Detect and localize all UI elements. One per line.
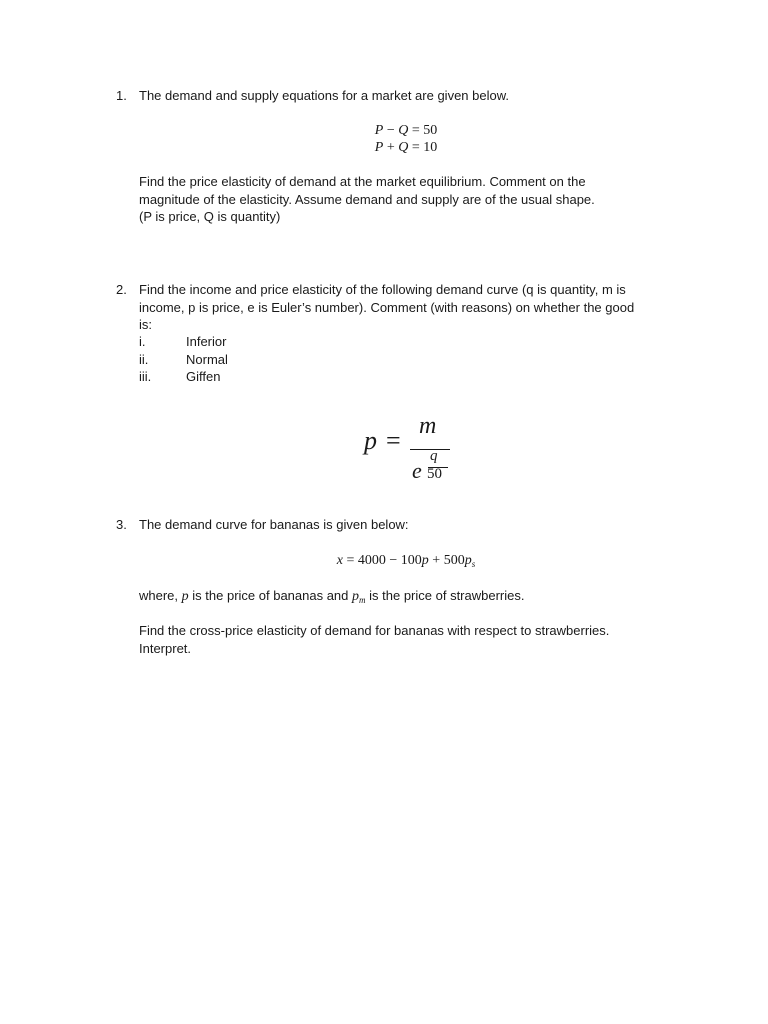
q1-line: Find the price elasticity of demand at the market equilibrium. Comment on the [139,174,586,189]
q1-eq1-op: − [386,123,395,138]
q1-eq2-rhs: = 10 [411,140,438,155]
formula-lhs: p [364,426,377,455]
q2-line: Find the income and price elasticity of the following demand curve (q is quantity, m is [139,282,626,297]
where-p: p [181,589,189,604]
q1-line: (P is price, Q is quantity) [139,209,281,224]
where-mid: is the price of bananas and [192,588,349,603]
where-pm-var: p [352,589,360,604]
q1-eq2-op: + [386,140,395,155]
q2-option-inferior [139,333,226,351]
q1-eq1-p: P [374,123,384,138]
where-pm [352,589,366,604]
eq-sub-s: s [471,559,476,569]
where-pm-sub: m [359,595,366,605]
q1-equation-supply [0,139,768,157]
q1-line: magnitude of the elasticity. Assume demand and supply are of the usual shape. [139,191,595,207]
q2-demand-formula [362,413,462,488]
option-label: Giffen [186,369,221,384]
option-label: Inferior [186,334,227,349]
question-3-text [139,622,667,657]
question-1-number: 1. [116,88,127,103]
option-numeral: i. [139,334,146,349]
question-1-text [139,173,667,226]
q2-line: is: [139,317,152,332]
formula-equals: = [386,426,401,455]
option-numeral: ii. [139,352,149,367]
q1-equation-demand [0,122,768,140]
q1-eq2-q: Q [398,140,409,155]
option-label: Normal [186,352,228,367]
exponent-numerator: q [430,448,438,464]
formula-numerator: m [419,413,437,439]
exponent-denominator: 50 [427,466,442,482]
eq-var-x: x [336,553,343,568]
eq-var-ps: p [464,553,472,568]
q2-option-giffen [139,368,220,386]
q3-where-line [139,587,667,606]
question-1-intro: The demand and supply equations for a market are given below. [139,88,510,103]
q3-demand-equation [0,552,768,570]
question-2-number: 2. [116,282,127,297]
question-2-text [139,281,667,334]
eq-part: = 4000 − 100 [346,553,422,568]
q2-line: income, p is price, e is Euler’s number). Comment (with reasons) on whether the good [139,299,635,315]
option-numeral: iii. [139,369,152,384]
q1-eq1-rhs: = 50 [411,123,438,138]
where-prefix: where, [139,588,179,603]
q3-line: Find the cross-price elasticity of demand for bananas with respect to strawberries. [139,623,610,638]
q3-line: Interpret. [139,640,192,656]
where-suffix: is the price of strawberries. [369,588,525,603]
eq-var-p: p [421,553,429,568]
q2-option-normal [139,351,228,369]
formula-base: e [412,458,422,483]
eq-part: + 500 [432,553,465,568]
question-3-number: 3. [116,517,127,532]
q1-eq2-p: P [374,140,384,155]
q1-eq1-q: Q [398,123,409,138]
question-3-intro: The demand curve for bananas is given below: [139,517,409,532]
